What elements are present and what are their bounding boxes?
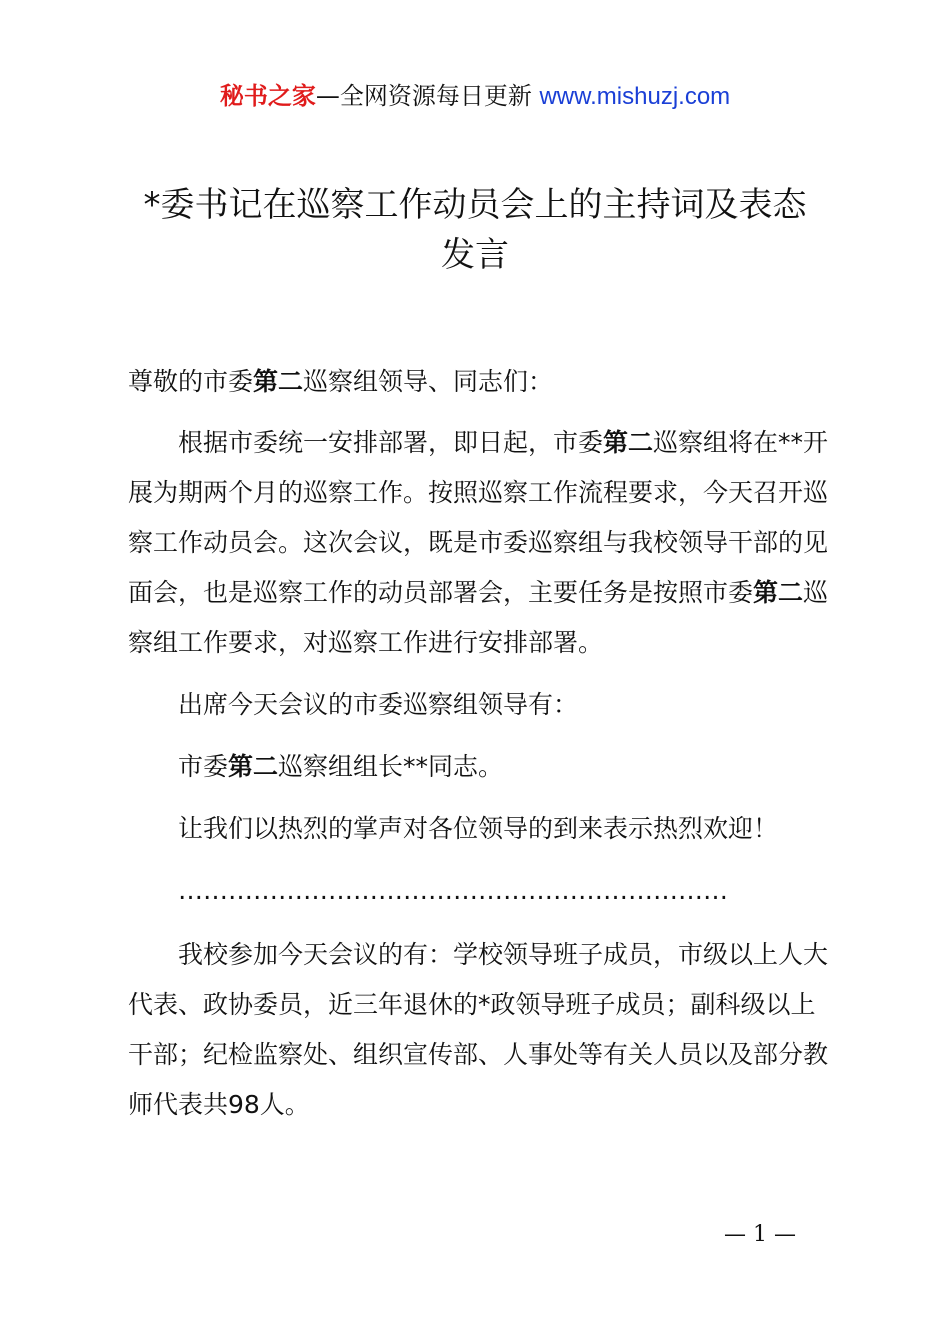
brand-name: 秘书之家 xyxy=(219,82,316,110)
welcome-line: 让我们以热烈的掌声对各位领导的到来表示热烈欢迎！ xyxy=(178,814,779,843)
salutation-bold: 第二 xyxy=(253,367,304,396)
para1-bold-2: 第二 xyxy=(753,578,804,607)
leader-bold: 第二 xyxy=(228,752,279,781)
site-header xyxy=(0,80,950,113)
document-title xyxy=(110,180,840,280)
header-tagline: —全网资源每日更新 xyxy=(315,82,532,110)
attendees-intro: 出席今天会议的市委巡察组领导有： xyxy=(178,690,579,719)
paragraph-1 xyxy=(128,418,830,668)
title-line-1: *委书记在巡察工作动员会上的主持词及表态 xyxy=(143,185,807,225)
title-line-2: 发言 xyxy=(441,235,509,275)
site-url[interactable]: www.mishuzj.com xyxy=(539,83,731,110)
ellipsis-line: ………………………………………………………… xyxy=(178,876,728,905)
salutation xyxy=(128,357,830,407)
para1-bold-1: 第二 xyxy=(603,428,654,457)
leader-line xyxy=(178,742,838,792)
para1-pre: 根据市委统一安排部署，即日起，市委 xyxy=(178,428,604,457)
paragraph-2: 我校参加今天会议的有：学校领导班子成员，市级以上人大代表、政协委员，近三年退休的*政领导班子成员；副科级以上干部；纪检监察处、组织宣传部、人事处等有关人员以及部分教师代表共98人。 xyxy=(128,940,829,1119)
para1-post: 巡察组工作要求，对巡察工作进行安排部署。 xyxy=(128,578,829,657)
leader-pre: 市委 xyxy=(178,752,229,781)
salutation-post: 巡察组领导、同志们： xyxy=(303,367,554,396)
page-number: — 1 — xyxy=(724,1222,796,1247)
salutation-pre: 尊敬的市委 xyxy=(128,367,254,396)
leader-post: 巡察组组长**同志。 xyxy=(278,752,504,781)
para1-mid: 巡察组将在**开展为期两个月的巡察工作。按照巡察工作流程要求，今天召开巡察工作动员会。这次会议，既是市委巡察组与我校领导干部的见面会，也是巡察工作的动员部署会，主要任务是按照市委 xyxy=(128,428,829,607)
